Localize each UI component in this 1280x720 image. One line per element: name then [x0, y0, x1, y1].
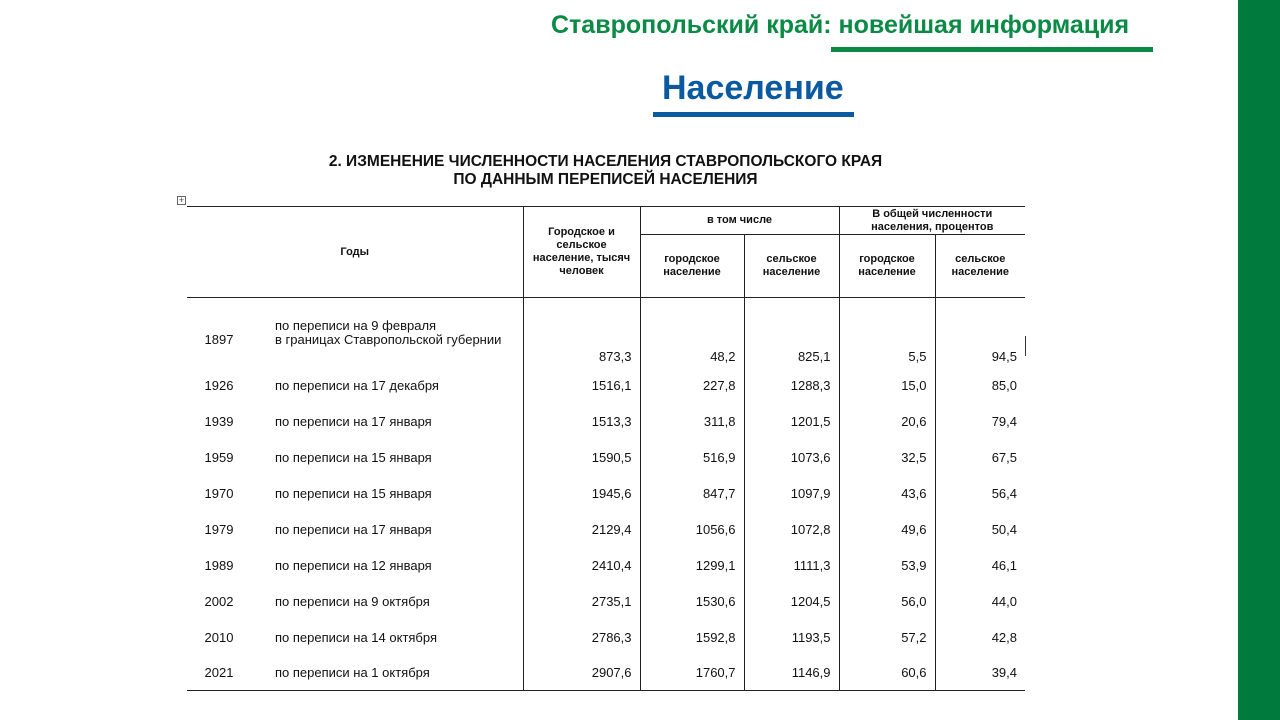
cell-rural-percent: 56,4 — [935, 476, 1025, 512]
cell-rural-percent: 39,4 — [935, 656, 1025, 691]
text-cursor — [1025, 336, 1026, 356]
row-label-cell — [187, 656, 523, 691]
table-row — [187, 656, 1025, 691]
cell-rural-population: 825,1 — [744, 298, 839, 369]
cell-urban-percent: 56,0 — [839, 584, 935, 620]
table-row — [187, 476, 1025, 512]
table-row — [187, 548, 1025, 584]
cell-rural-population: 1288,3 — [744, 368, 839, 404]
row-label-cell — [187, 298, 523, 369]
row-description-line: по переписи на 1 октября — [275, 665, 430, 680]
cell-rural-population: 1146,9 — [744, 656, 839, 691]
row-description — [251, 415, 432, 429]
row-year: 1989 — [204, 558, 234, 573]
table-title-line-2: ПО ДАННЫМ ПЕРЕПИСЕЙ НАСЕЛЕНИЯ — [453, 171, 758, 188]
cell-total-population: 1590,5 — [523, 440, 640, 476]
cell-urban-population: 311,8 — [640, 404, 744, 440]
row-description — [251, 451, 432, 465]
row-label-cell — [187, 620, 523, 656]
cell-total-population: 2907,6 — [523, 656, 640, 691]
row-year: 1897 — [204, 332, 234, 347]
row-description-line: по переписи на 9 февраля — [275, 318, 437, 333]
cell-urban-population: 1592,8 — [640, 620, 744, 656]
row-label-cell — [187, 476, 523, 512]
cell-rural-population: 1097,9 — [744, 476, 839, 512]
row-label-cell — [187, 440, 523, 476]
section-title-underline — [653, 112, 854, 117]
cell-rural-percent: 44,0 — [935, 584, 1025, 620]
row-description-line: по переписи на 17 января — [275, 522, 432, 537]
cell-urban-percent: 53,9 — [839, 548, 935, 584]
table-row — [187, 584, 1025, 620]
header-rural-percent: сельское население — [935, 235, 1025, 298]
row-year: 2010 — [204, 630, 234, 645]
row-year: 1959 — [204, 450, 234, 465]
row-description — [251, 631, 437, 645]
cell-urban-percent: 60,6 — [839, 656, 935, 691]
row-label-cell — [187, 404, 523, 440]
cell-rural-percent: 50,4 — [935, 512, 1025, 548]
cell-rural-population: 1111,3 — [744, 548, 839, 584]
cell-urban-population: 1760,7 — [640, 656, 744, 691]
cell-rural-population: 1073,6 — [744, 440, 839, 476]
row-description-line: по переписи на 17 декабря — [275, 378, 439, 393]
cell-total-population: 873,3 — [523, 298, 640, 369]
row-description — [251, 379, 439, 393]
row-label-cell — [187, 584, 523, 620]
cell-total-population: 1945,6 — [523, 476, 640, 512]
cell-urban-population: 1056,6 — [640, 512, 744, 548]
cell-rural-population: 1204,5 — [744, 584, 839, 620]
cell-rural-population: 1201,5 — [744, 404, 839, 440]
header-including: в том числе — [640, 207, 839, 235]
row-description-line: по переписи на 12 января — [275, 558, 432, 573]
row-year: 1939 — [204, 414, 234, 429]
cell-rural-percent: 79,4 — [935, 404, 1025, 440]
cell-total-population: 2129,4 — [523, 512, 640, 548]
header-urban-percent: городское население — [839, 235, 935, 298]
table-move-handle-icon[interactable]: + — [178, 195, 185, 205]
cell-urban-percent: 5,5 — [839, 298, 935, 369]
cell-total-population: 2410,4 — [523, 548, 640, 584]
row-year: 1979 — [204, 522, 234, 537]
cell-rural-percent: 46,1 — [935, 548, 1025, 584]
header-rural: сельское население — [744, 235, 839, 298]
cell-urban-population: 48,2 — [640, 298, 744, 369]
table-row — [187, 298, 1025, 369]
header-urban: городское население — [640, 235, 744, 298]
cell-urban-percent: 20,6 — [839, 404, 935, 440]
table-row — [187, 404, 1025, 440]
cell-urban-percent: 43,6 — [839, 476, 935, 512]
cell-rural-percent: 85,0 — [935, 368, 1025, 404]
row-year: 2002 — [204, 594, 234, 609]
row-description-line: по переписи на 9 октября — [275, 594, 430, 609]
table-title-line-1: 2. ИЗМЕНЕНИЕ ЧИСЛЕННОСТИ НАСЕЛЕНИЯ СТАВРОПОЛЬСКОГО КРАЯ — [328, 153, 883, 170]
cell-total-population: 1516,1 — [523, 368, 640, 404]
cell-rural-percent: 94,5 — [935, 298, 1025, 369]
cell-total-population: 2786,3 — [523, 620, 640, 656]
row-description — [251, 666, 430, 680]
cell-total-population: 2735,1 — [523, 584, 640, 620]
cell-rural-percent: 42,8 — [935, 620, 1025, 656]
cell-urban-population: 227,8 — [640, 368, 744, 404]
cell-total-population: 1513,3 — [523, 404, 640, 440]
row-description-line: по переписи на 15 января — [275, 486, 432, 501]
cell-urban-population: 1530,6 — [640, 584, 744, 620]
table-row — [187, 368, 1025, 404]
row-description-line: по переписи на 17 января — [275, 414, 432, 429]
row-label-cell — [187, 368, 523, 404]
header-total-population: Городское и сельское население, тысяч человек — [523, 207, 640, 298]
table-body — [187, 298, 1025, 691]
population-census-table — [187, 206, 1025, 691]
header-years: Годы — [187, 207, 523, 298]
row-description-line: по переписи на 14 октября — [275, 630, 438, 645]
row-description — [251, 319, 501, 347]
cell-urban-population: 847,7 — [640, 476, 744, 512]
row-year: 1970 — [204, 486, 234, 501]
header-share-percent: В общей численности населения, процентов — [839, 207, 1025, 235]
cell-urban-population: 516,9 — [640, 440, 744, 476]
row-description — [251, 523, 432, 537]
row-label-cell — [187, 548, 523, 584]
cell-urban-percent: 32,5 — [839, 440, 935, 476]
table-title — [186, 153, 1025, 189]
table-row — [187, 440, 1025, 476]
row-description-line: в границах Ставропольской губернии — [275, 332, 502, 347]
side-accent-bar — [1238, 0, 1280, 720]
table-row — [187, 620, 1025, 656]
row-description — [251, 559, 432, 573]
cell-urban-percent: 15,0 — [839, 368, 935, 404]
cell-rural-population: 1072,8 — [744, 512, 839, 548]
row-year: 2021 — [204, 665, 234, 680]
slide-top-title: Ставропольский край: новейшая информация — [551, 11, 1130, 39]
cell-rural-percent: 67,5 — [935, 440, 1025, 476]
row-description — [251, 595, 430, 609]
row-description-line: по переписи на 15 января — [275, 450, 432, 465]
row-year: 1926 — [204, 378, 234, 393]
cell-rural-population: 1193,5 — [744, 620, 839, 656]
cell-urban-population: 1299,1 — [640, 548, 744, 584]
row-description — [251, 487, 432, 501]
top-title-underline — [831, 47, 1153, 52]
cell-urban-percent: 49,6 — [839, 512, 935, 548]
row-label-cell — [187, 512, 523, 548]
cell-urban-percent: 57,2 — [839, 620, 935, 656]
section-title: Население — [662, 69, 844, 107]
table-row — [187, 512, 1025, 548]
